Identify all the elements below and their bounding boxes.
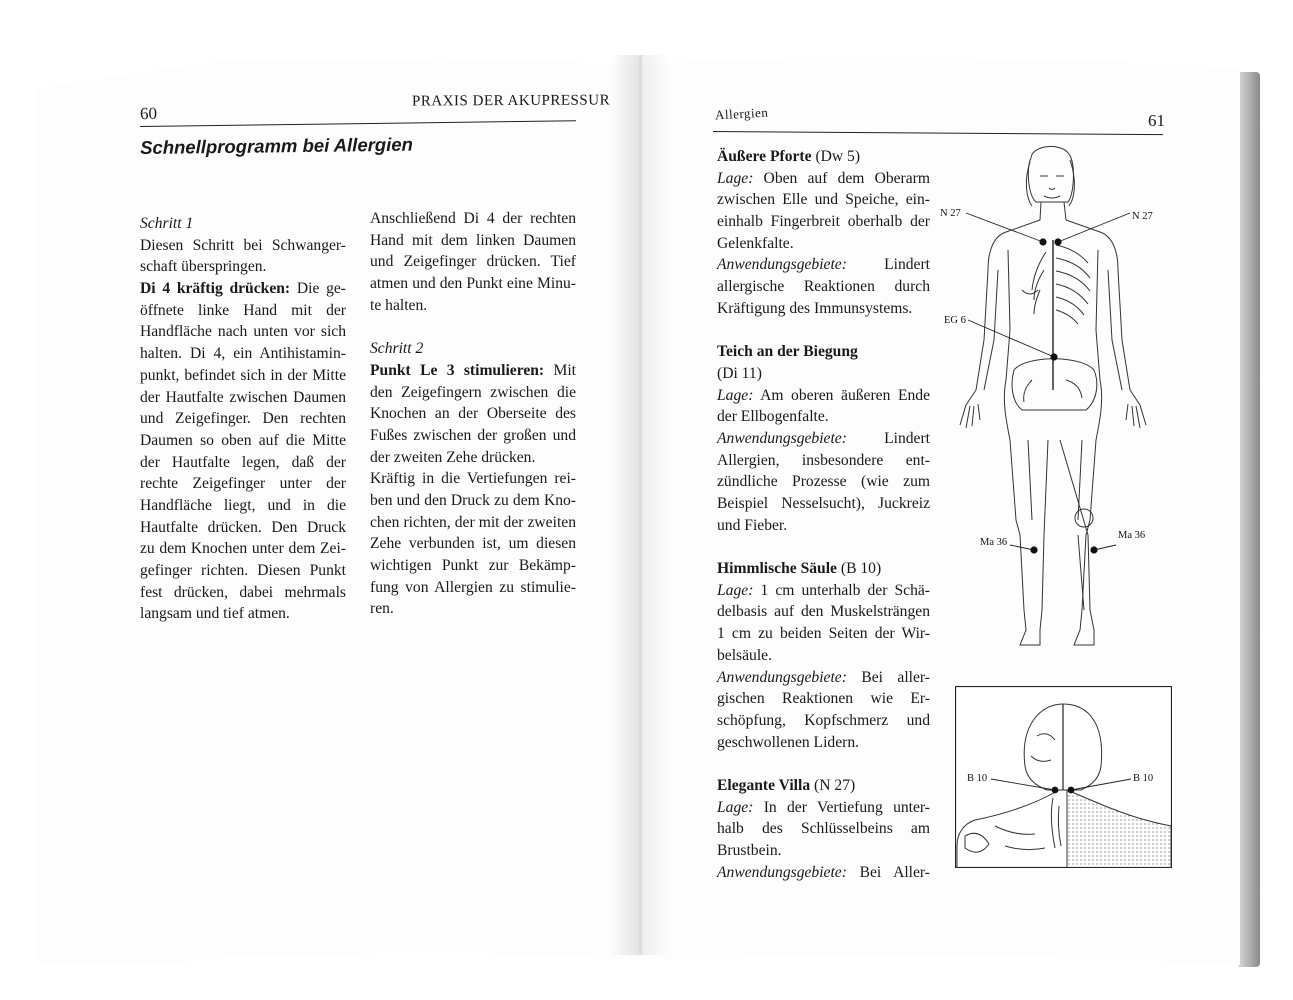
text-line: (Di 11) — [717, 364, 762, 382]
field-label: Lage: — [717, 798, 754, 816]
field-label: Lage: — [717, 169, 754, 187]
text-line: Fußes zwischen der großen und — [370, 426, 576, 444]
breast-outline — [1022, 290, 1038, 294]
field-label: Anwendungsgebiete: — [717, 668, 847, 686]
text-line: atmen und den Punkt eine Minu- — [370, 275, 576, 293]
entry-heading: Teich an der Biegung — [717, 343, 858, 361]
point-n27-right — [1054, 238, 1061, 245]
pelvis — [1012, 359, 1097, 410]
head-outline — [1028, 146, 1073, 202]
left-column-2 — [370, 208, 576, 620]
text-line: Zehe verbunden ist, um diesen — [370, 535, 576, 553]
text-line: schaft überspringen. — [140, 258, 267, 276]
head-acupoint-figure — [955, 686, 1172, 868]
text-line: belsäule. — [717, 646, 772, 664]
text-line: und Zeigefinger. Den rechten — [140, 410, 346, 428]
entry-title: Äußere Pforte — [717, 148, 812, 165]
text-line: Hand mit dem linken Daumen — [370, 231, 576, 249]
text-line: allergische Reaktionen durch — [717, 278, 930, 296]
text-line: Kräftig in die Vertiefungen rei- — [370, 470, 576, 488]
text-line: Lage: 1 cm unterhalb der Schä- — [717, 581, 930, 599]
text-line: Lage: Am oberen äußeren Ende — [717, 386, 930, 404]
leader-n27-left — [966, 213, 1043, 242]
right-column — [717, 146, 930, 883]
text-line: Anschließend Di 4 der rechten — [370, 210, 576, 227]
text-line: Diesen Schritt bei Schwanger- — [140, 236, 346, 254]
instruction-bold: Di 4 kräftig drücken: — [140, 280, 291, 298]
field-label: Anwendungsgebiete: — [717, 863, 847, 881]
text-line: te halten. — [370, 296, 428, 314]
leader-ma36-left — [1010, 545, 1034, 550]
body-acupoint-figure — [936, 140, 1176, 670]
text-line: Lage: In der Vertiefung unter- — [717, 798, 930, 816]
field-label: Lage: — [717, 581, 754, 599]
text-line: einhalb Fingerbreit oberhalb der — [717, 213, 930, 231]
point-n27-left — [1039, 238, 1046, 245]
right-page-number: 61 — [1148, 111, 1165, 130]
text-line: Daumen so oben auf die Mitte — [140, 431, 346, 449]
instruction-bold: Punkt Le 3 stimulieren: — [370, 361, 545, 379]
point-ma36-left — [1030, 546, 1037, 553]
text-line: Gelenkfalte. — [717, 234, 794, 252]
text-line: gischen Reaktionen wie Er- — [717, 690, 930, 708]
label-b10-right: B 10 — [1133, 773, 1154, 784]
right-hand — [960, 404, 980, 428]
text-line: Anwendungsgebiete: Lindert — [717, 429, 930, 447]
left-page-number: 60 — [139, 103, 158, 124]
text-line: und Zeigefinger drücken. Tief — [370, 253, 576, 271]
text-line: Brustbein. — [717, 842, 782, 859]
text-line: den Zeigefingern zwischen die — [370, 383, 576, 401]
point-eg6 — [1050, 353, 1057, 360]
text-line: langsam und tief atmen. — [140, 605, 290, 623]
text-line: der Hautfalte zwischen Daumen — [140, 388, 346, 406]
leader-eg6 — [968, 320, 1054, 357]
left-running-head: PRAXIS DER AKUPRESSUR — [411, 92, 611, 110]
text-line: der Ellbogenfalte. — [717, 408, 829, 426]
entry-heading: Äußere Pforte (Dw 5) — [717, 148, 861, 165]
text-line: 1 cm zu beiden Seiten der Wir- — [717, 625, 930, 643]
text-line: Kräftigung des Immunsystems. — [717, 299, 913, 317]
text-line: Hautfalte drücken. Den Druck — [140, 518, 346, 536]
text-line: Lage: Oben auf dem Oberarm — [717, 169, 930, 187]
text-line: Anwendungsgebiete: Lindert — [717, 256, 930, 274]
leader-n27-right — [1058, 213, 1130, 242]
text-line: Handfläche nach unten vor sich — [140, 323, 346, 341]
entry-title: Himmlische Säule — [717, 560, 837, 578]
left-leg — [1060, 440, 1096, 645]
text-line: rechte Zeigefinger unter der — [140, 475, 346, 493]
entry-heading: Himmlische Säule (B 10) — [717, 560, 882, 578]
right-leg — [1010, 440, 1048, 645]
text-line: Allergien, insbesondere ent- — [717, 451, 930, 469]
entry-title: Elegante Villa — [717, 776, 811, 794]
text-line: Anwendungsgebiete: Bei Aller- — [717, 863, 930, 881]
text-line: und Fieber. — [717, 516, 788, 534]
text-line: Anwendungsgebiete: Bei aller- — [717, 668, 930, 686]
text-line: schöpfung, Kopfschmerz und — [717, 711, 930, 729]
text-line: delbasis auf den Muskelsträngen — [717, 603, 930, 621]
right-running-head: Allergien — [714, 104, 769, 123]
field-label: Anwendungsgebiete: — [717, 429, 847, 447]
text-line: halten. Di 4, ein Antihistamin- — [140, 345, 346, 363]
text-line: Beispiel Nesselsucht), Juckreiz — [717, 495, 930, 512]
step-label: Schritt 2 — [370, 340, 424, 358]
text-line: Di 4 kräftig drücken: Die ge- — [140, 280, 346, 298]
left-hand — [1126, 404, 1146, 428]
text-line: ben und den Druck zu dem Kno- — [370, 491, 576, 509]
step-label: Schritt 1 — [140, 215, 194, 232]
text-line: Knochen an der Oberseite des — [370, 405, 576, 423]
text-line: fung von Allergien zu stimulie- — [370, 578, 576, 596]
text-line: Handfläche liegt, und in die — [140, 496, 346, 514]
text-line: fest drücken, dabei mehrmals — [140, 583, 346, 601]
text-line: chen richten, der mit der zweiten — [370, 513, 576, 531]
text-line: zwischen Elle und Speiche, ein- — [717, 191, 930, 209]
point-b10-right — [1068, 787, 1075, 794]
page-title: Schnellprogramm bei Allergien — [140, 133, 414, 158]
leg-bones — [1028, 440, 1084, 610]
field-label: Anwendungsgebiete: — [717, 256, 847, 274]
label-ma36-right: Ma 36 — [1118, 530, 1146, 541]
text-line: öffnete linke Hand mit der — [140, 301, 346, 319]
ribs — [1056, 245, 1090, 324]
face-features — [1040, 176, 1064, 198]
label-ma36-left: Ma 36 — [980, 537, 1008, 548]
label-n27-right: N 27 — [1132, 211, 1153, 222]
text-line: punkt, befindet sich in der Mitte — [140, 366, 346, 384]
text-line: der Hautfalte legen, daß der — [140, 453, 346, 471]
point-ma36-right — [1090, 546, 1097, 553]
label-n27-left: N 27 — [940, 208, 961, 219]
text-line: wichtigen Punkt zur Bekämp- — [370, 557, 576, 574]
text-line: Punkt Le 3 stimulieren: Mit — [370, 361, 576, 379]
left-column-1 — [140, 213, 346, 625]
text-line: geschwollenen Lidern. — [717, 733, 860, 751]
entry-heading: Elegante Villa (N 27) — [717, 776, 856, 794]
label-b10-left: B 10 — [967, 773, 988, 784]
field-label: Lage: — [717, 386, 754, 404]
text-line: gefinger richten. Diesen Punkt — [140, 562, 346, 579]
text-line: der zweiten Zehe drücken. — [370, 448, 536, 466]
page-block-edge — [1238, 72, 1260, 967]
label-eg6: EG 6 — [944, 315, 966, 326]
text-line: ren. — [370, 600, 394, 618]
left-muscles — [1032, 252, 1046, 314]
text-line: zu dem Knochen unter dem Zei- — [140, 540, 346, 558]
text-line: halb des Schlüsselbeins am — [717, 820, 930, 838]
point-b10-left — [1052, 787, 1059, 794]
text-line: zündliche Prozesse (wie zum — [717, 473, 930, 491]
